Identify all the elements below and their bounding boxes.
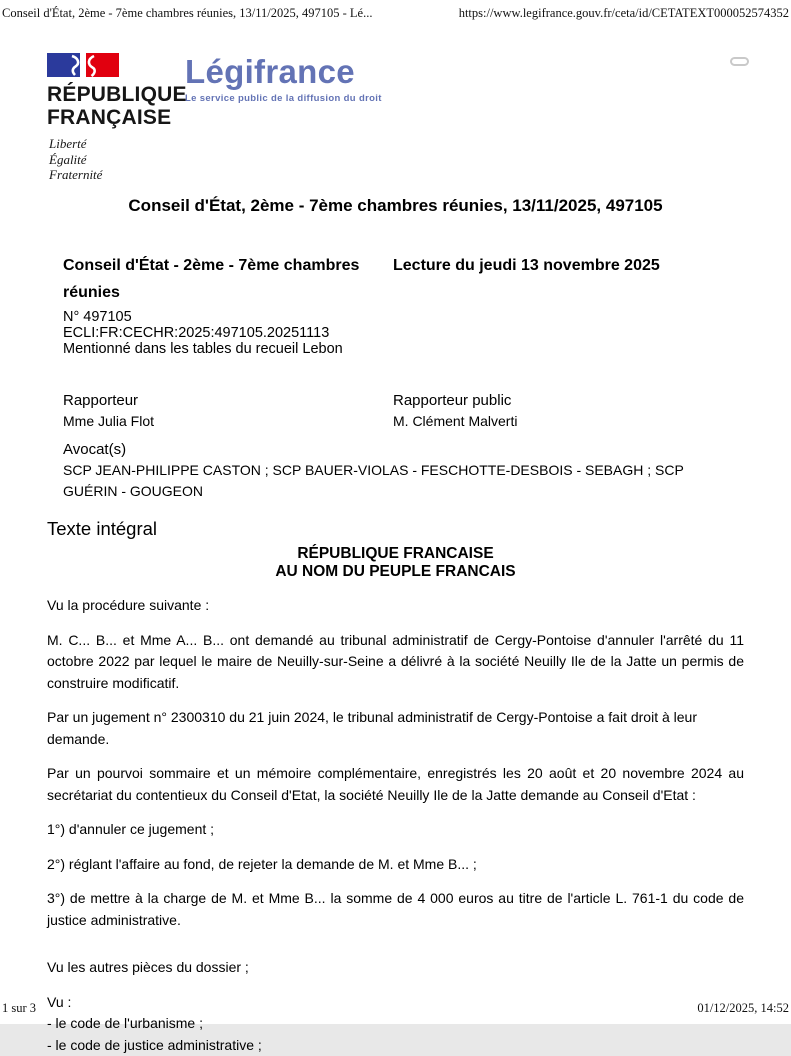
republique-name <box>47 83 185 129</box>
paragraph: Par un jugement n° 2300310 du 21 juin 2024, le tribunal administratif de Cergy-Pontoise a fait droit à leur demande. <box>47 707 744 750</box>
paragraph: Vu : <box>47 992 744 1014</box>
paragraph: M. C... B... et Mme A... B... ont demandé au tribunal administratif de Cergy-Pontoise d'annuler l'arrêté du 11 octobre 2022 par lequel le maire de Neuilly-sur-Seine a délivré à la société Neuilly Ile de la Jatte un permis de construire modificatif. <box>47 630 744 695</box>
court-and-date-row <box>63 252 744 306</box>
decision-metadata <box>63 252 744 501</box>
motto-egalite: Égalité <box>49 152 185 168</box>
avocats-label: Avocat(s) <box>63 440 744 460</box>
legifrance-wordmark: Légifrance <box>185 53 382 91</box>
page-indicator: 1 sur 3 <box>2 1001 36 1016</box>
decision-references <box>63 310 744 358</box>
rapporteur-public-block <box>393 391 744 431</box>
rapporteurs-row <box>63 391 744 431</box>
texte-integral-heading: Texte intégral <box>47 518 744 540</box>
rapporteur-public-label: Rapporteur public <box>393 391 744 411</box>
paragraph: Vu la procédure suivante : <box>47 595 744 617</box>
heading-line-1: RÉPUBLIQUE FRANCAISE <box>47 545 744 563</box>
print-footer <box>2 1001 789 1016</box>
motto-fraternite: Fraternité <box>49 167 185 183</box>
reading-date: Lecture du jeudi 13 novembre 2025 <box>393 252 744 306</box>
rapporteur-name: Mme Julia Flot <box>63 411 393 431</box>
french-flag-marianne-icon <box>47 52 120 79</box>
avocats-names: SCP JEAN-PHILIPPE CASTON ; SCP BAUER-VIOLAS - FESCHOTTE-DESBOIS - SEBAGH ; SCP GUÉRIN - GOUGEON <box>63 460 744 501</box>
paragraph: - le code de justice administrative ; <box>47 1035 744 1056</box>
paragraph: 1°) d'annuler ce jugement ; <box>47 819 744 841</box>
document-content <box>47 50 744 1056</box>
decision-ecli: ECLI:FR:CECHR:2025:497105.20251113 <box>63 326 744 342</box>
rapporteur-label: Rapporteur <box>63 391 393 411</box>
paragraph: 2°) réglant l'affaire au fond, de rejeter la demande de M. et Mme B... ; <box>47 854 744 876</box>
decision-number: N° 497105 <box>63 310 744 326</box>
paragraph: - le code de l'urbanisme ; <box>47 1013 744 1035</box>
motto-liberte: Liberté <box>49 136 185 152</box>
heading-line-2: AU NOM DU PEUPLE FRANCAIS <box>47 563 744 581</box>
print-header <box>2 6 789 21</box>
paragraph: Par un pourvoi sommaire et un mémoire complémentaire, enregistrés les 20 août et 20 novembre 2024 au secrétariat du contentieux du Conseil d'Etat, la société Neuilly Ile de la Jatte demande au Conseil d'Etat : <box>47 763 744 806</box>
paragraph: 3°) de mettre à la charge de M. et Mme B... la somme de 4 000 euros au titre de l'article L. 761-1 du code de justice administrative. <box>47 888 744 931</box>
republique-francaise-heading <box>47 545 744 580</box>
decision-publication: Mentionné dans les tables du recueil Lebon <box>63 342 744 358</box>
rapporteur-block <box>63 391 393 431</box>
decision-title: Conseil d'État, 2ème - 7ème chambres réunies, 13/11/2025, 497105 <box>47 196 744 216</box>
print-header-url: https://www.legifrance.gouv.fr/ceta/id/CETATEXT000052574352 <box>459 6 789 21</box>
branding-row <box>47 50 744 165</box>
republique-line1: RÉPUBLIQUE <box>47 83 185 106</box>
decision-body <box>47 595 744 1056</box>
court-name: Conseil d'État - 2ème - 7ème chambres réunies <box>63 252 393 306</box>
paragraph: Vu les autres pièces du dossier ; <box>47 957 744 979</box>
print-header-title: Conseil d'État, 2ème - 7ème chambres réunies, 13/11/2025, 497105 - Lé... <box>2 6 372 21</box>
republique-motto <box>49 136 185 183</box>
rapporteur-public-name: M. Clément Malverti <box>393 411 744 431</box>
republique-francaise-logo <box>47 50 185 183</box>
republique-line2: FRANÇAISE <box>47 106 185 129</box>
legifrance-logo <box>185 50 382 104</box>
legifrance-tagline: Le service public de la diffusion du droit <box>185 93 382 104</box>
print-datetime: 01/12/2025, 14:52 <box>697 1001 789 1016</box>
avocats-block <box>63 440 744 501</box>
